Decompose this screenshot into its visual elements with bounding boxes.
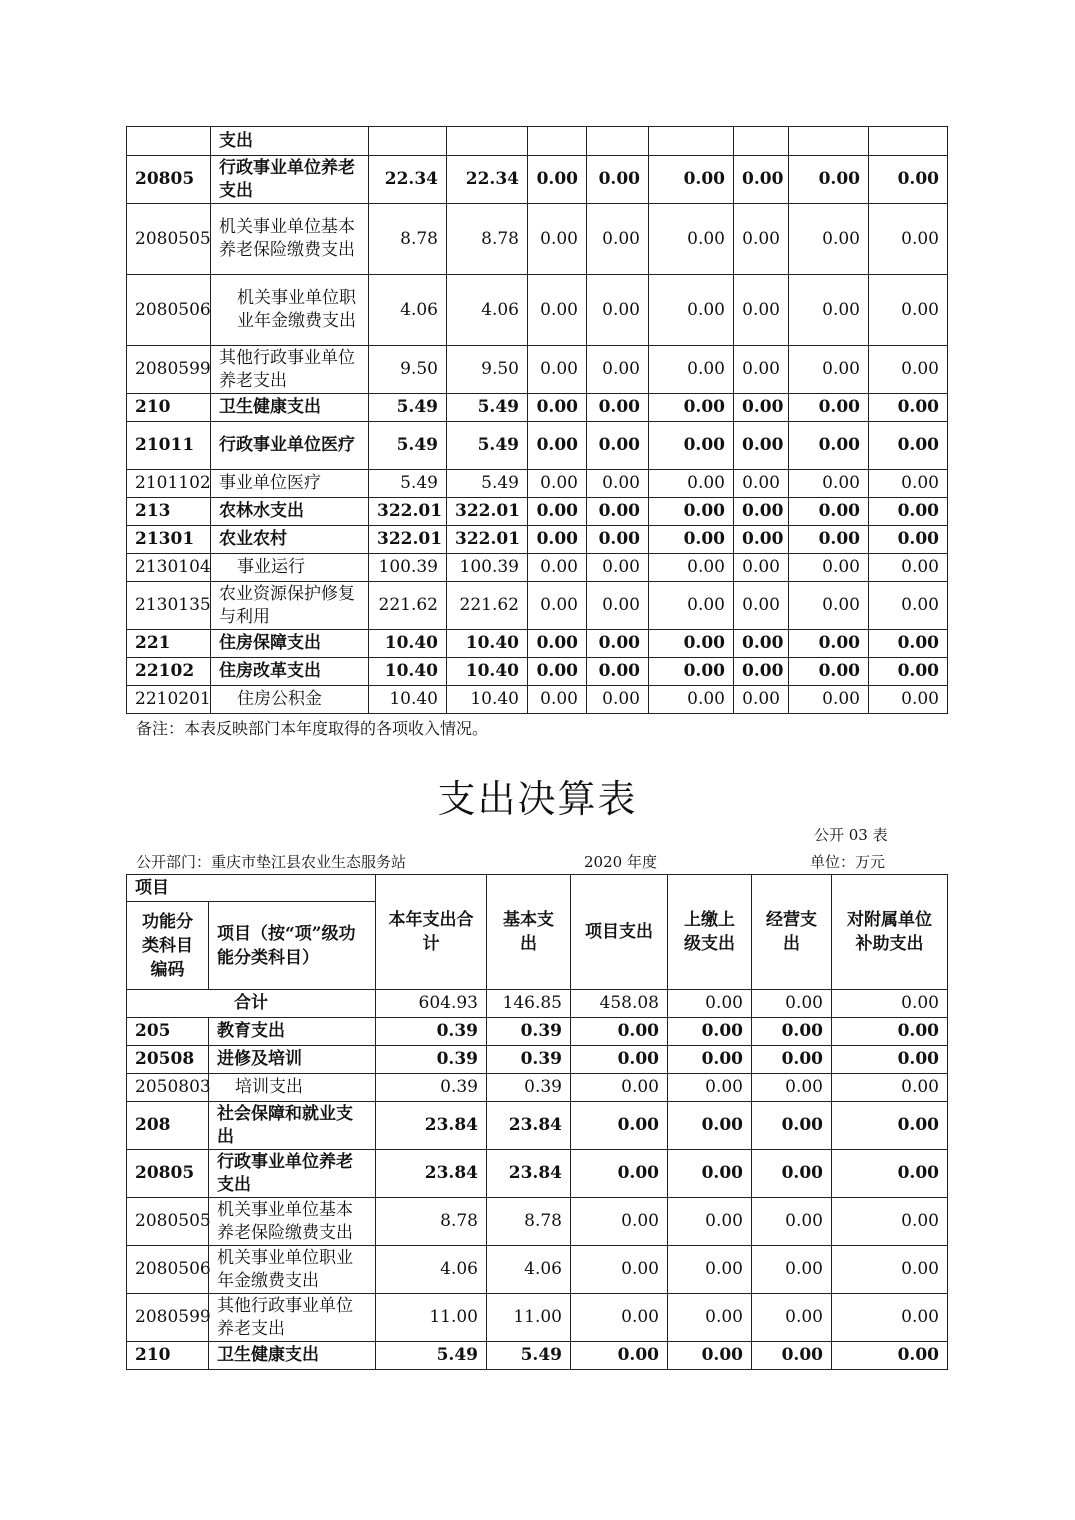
row-name-text: 机关事业单位基本养老保险缴费支出 <box>219 217 355 260</box>
value-cell: 0.00 <box>832 1074 948 1102</box>
value-cell: 0.00 <box>587 422 649 470</box>
row-name <box>211 526 369 554</box>
value-cell: 0.00 <box>571 1294 668 1342</box>
table-row <box>127 127 948 156</box>
row-code: 2080505 <box>127 204 211 275</box>
value-cell: 10.40 <box>369 686 447 714</box>
value-cell: 0.00 <box>571 1018 668 1046</box>
value-cell: 0.00 <box>869 658 948 686</box>
table-row <box>127 1246 948 1294</box>
value-cell: 0.00 <box>528 275 587 346</box>
expense-table-body <box>127 990 948 1370</box>
value-cell: 0.00 <box>752 1046 832 1074</box>
row-code: 21011 <box>127 422 211 470</box>
value-cell: 0.00 <box>752 1074 832 1102</box>
header-item: 项目 <box>127 875 376 902</box>
value-cell: 0.00 <box>587 275 649 346</box>
row-name-text: 住房改革支出 <box>219 661 321 681</box>
header-upper: 上缴上级支出 <box>668 875 752 990</box>
table-note: 备注：本表反映部门本年度取得的各项收入情况。 <box>136 719 489 738</box>
row-name <box>209 1246 376 1294</box>
row-name-text: 机关事业单位职业年金缴费支出 <box>217 1247 353 1291</box>
row-name-text: 机关事业单位职业年金缴费支出 <box>237 288 356 331</box>
row-code: 20508 <box>127 1046 209 1074</box>
value-cell: 10.40 <box>447 686 528 714</box>
row-code: 2130104 <box>127 554 211 582</box>
value-cell: 0.00 <box>649 526 734 554</box>
value-cell: 0.00 <box>571 1342 668 1370</box>
row-name <box>211 346 369 394</box>
table-number: 公开 03 表 <box>814 826 888 844</box>
value-cell: 0.00 <box>734 346 789 394</box>
value-cell: 0.00 <box>869 394 948 422</box>
value-cell: 221.62 <box>369 582 447 630</box>
total-label: 合计 <box>127 990 376 1018</box>
table-row <box>127 1102 948 1150</box>
total-cell: 0.00 <box>832 990 948 1018</box>
value-cell: 221.62 <box>447 582 528 630</box>
value-cell: 0.00 <box>587 394 649 422</box>
value-cell: 8.78 <box>447 204 528 275</box>
value-cell: 0.00 <box>832 1046 948 1074</box>
value-cell: 0.00 <box>571 1074 668 1102</box>
value-cell: 0.00 <box>649 156 734 204</box>
unit-label: 单位：万元 <box>810 853 886 871</box>
row-name-text: 事业运行 <box>237 557 305 577</box>
header-name: 项目（按“项”级功能分类科目） <box>209 902 376 990</box>
value-cell: 0.00 <box>734 686 789 714</box>
value-cell: 4.06 <box>369 275 447 346</box>
row-name <box>211 156 369 204</box>
value-cell: 0.00 <box>789 346 869 394</box>
table-row <box>127 630 948 658</box>
value-cell: 322.01 <box>447 498 528 526</box>
row-name <box>209 1102 376 1150</box>
row-code: 2080599 <box>127 1294 209 1342</box>
table-row <box>127 658 948 686</box>
row-name-text: 行政事业单位养老支出 <box>217 1151 353 1195</box>
row-name <box>211 422 369 470</box>
value-cell: 0.00 <box>734 498 789 526</box>
value-cell: 8.78 <box>369 204 447 275</box>
value-cell: 0.00 <box>587 686 649 714</box>
value-cell: 8.78 <box>487 1198 571 1246</box>
value-cell: 11.00 <box>376 1294 487 1342</box>
value-cell: 0.00 <box>587 526 649 554</box>
value-cell: 5.49 <box>447 422 528 470</box>
value-cell: 0.00 <box>869 346 948 394</box>
value-cell: 0.00 <box>789 394 869 422</box>
value-cell: 0.39 <box>487 1018 571 1046</box>
value-cell: 0.00 <box>832 1342 948 1370</box>
value-cell: 0.00 <box>832 1102 948 1150</box>
value-cell: 0.00 <box>734 156 789 204</box>
value-cell: 322.01 <box>447 526 528 554</box>
value-cell: 0.00 <box>869 422 948 470</box>
value-cell: 0.00 <box>752 1102 832 1150</box>
row-code: 2050803 <box>127 1074 209 1102</box>
value-cell: 5.49 <box>447 470 528 498</box>
row-name-text: 农业农村 <box>219 529 287 549</box>
row-name <box>211 498 369 526</box>
value-cell: 0.00 <box>869 470 948 498</box>
row-code: 2080505 <box>127 1198 209 1246</box>
value-cell: 23.84 <box>487 1102 571 1150</box>
value-cell: 0.00 <box>528 658 587 686</box>
value-cell: 0.00 <box>869 582 948 630</box>
value-cell: 4.06 <box>487 1246 571 1294</box>
value-cell: 9.50 <box>447 346 528 394</box>
value-cell: 9.50 <box>369 346 447 394</box>
value-cell <box>789 127 869 156</box>
value-cell: 23.84 <box>376 1150 487 1198</box>
value-cell: 0.00 <box>734 630 789 658</box>
value-cell: 0.00 <box>587 582 649 630</box>
value-cell: 322.01 <box>369 498 447 526</box>
row-code: 2080506 <box>127 1246 209 1294</box>
row-name <box>209 1074 376 1102</box>
row-name <box>209 1046 376 1074</box>
value-cell: 5.49 <box>369 422 447 470</box>
header-code: 功能分类科目编码 <box>127 902 209 990</box>
row-code: 2080599 <box>127 346 211 394</box>
total-cell: 604.93 <box>376 990 487 1018</box>
row-name-text: 进修及培训 <box>217 1049 302 1069</box>
table-row <box>127 204 948 275</box>
table-row <box>127 346 948 394</box>
row-name <box>209 1198 376 1246</box>
value-cell: 0.00 <box>668 1018 752 1046</box>
value-cell: 0.00 <box>587 156 649 204</box>
value-cell: 0.00 <box>734 554 789 582</box>
row-code: 221 <box>127 630 211 658</box>
value-cell: 0.00 <box>789 470 869 498</box>
value-cell: 0.00 <box>649 686 734 714</box>
value-cell: 22.34 <box>369 156 447 204</box>
value-cell: 0.00 <box>649 554 734 582</box>
value-cell: 0.00 <box>734 275 789 346</box>
value-cell: 0.00 <box>668 1102 752 1150</box>
row-code: 210 <box>127 394 211 422</box>
row-code: 213 <box>127 498 211 526</box>
table-row <box>127 156 948 204</box>
row-code: 2080506 <box>127 275 211 346</box>
value-cell: 0.00 <box>528 470 587 498</box>
value-cell: 0.39 <box>376 1046 487 1074</box>
row-code: 205 <box>127 1018 209 1046</box>
value-cell: 0.00 <box>649 582 734 630</box>
row-code: 2210201 <box>127 686 211 714</box>
value-cell: 0.00 <box>528 394 587 422</box>
value-cell <box>587 127 649 156</box>
value-cell: 22.34 <box>447 156 528 204</box>
value-cell: 0.00 <box>649 658 734 686</box>
total-cell: 458.08 <box>571 990 668 1018</box>
row-name <box>209 1294 376 1342</box>
table-row <box>127 1342 948 1370</box>
value-cell: 0.00 <box>528 582 587 630</box>
value-cell: 0.00 <box>789 422 869 470</box>
table-row <box>127 1294 948 1342</box>
value-cell: 0.00 <box>668 1342 752 1370</box>
value-cell: 0.00 <box>869 630 948 658</box>
value-cell: 0.00 <box>668 1046 752 1074</box>
row-code: 20805 <box>127 156 211 204</box>
value-cell: 0.00 <box>734 658 789 686</box>
header-business: 经营支出 <box>752 875 832 990</box>
value-cell: 0.00 <box>528 346 587 394</box>
row-name-text: 农林水支出 <box>219 501 304 521</box>
row-name <box>211 686 369 714</box>
table-row <box>127 554 948 582</box>
value-cell: 5.49 <box>369 470 447 498</box>
value-cell: 5.49 <box>447 394 528 422</box>
value-cell: 100.39 <box>447 554 528 582</box>
value-cell: 0.00 <box>869 204 948 275</box>
value-cell: 0.00 <box>649 346 734 394</box>
value-cell: 0.00 <box>752 1294 832 1342</box>
row-name-text: 住房公积金 <box>237 689 322 709</box>
value-cell: 5.49 <box>487 1342 571 1370</box>
total-row <box>127 990 948 1018</box>
page-title: 支出决算表 <box>437 777 638 821</box>
value-cell: 0.00 <box>649 498 734 526</box>
value-cell: 11.00 <box>487 1294 571 1342</box>
value-cell: 0.00 <box>528 204 587 275</box>
value-cell: 0.00 <box>789 498 869 526</box>
row-name-text: 其他行政事业单位养老支出 <box>217 1295 353 1339</box>
value-cell: 0.00 <box>734 394 789 422</box>
value-cell <box>447 127 528 156</box>
value-cell: 0.00 <box>649 630 734 658</box>
header-project: 项目支出 <box>571 875 668 990</box>
value-cell: 8.78 <box>376 1198 487 1246</box>
row-name <box>211 394 369 422</box>
value-cell: 23.84 <box>487 1150 571 1198</box>
table-row <box>127 1046 948 1074</box>
row-name <box>209 1018 376 1046</box>
value-cell: 0.00 <box>789 526 869 554</box>
value-cell: 0.00 <box>668 1074 752 1102</box>
value-cell: 0.00 <box>734 422 789 470</box>
value-cell: 0.00 <box>528 630 587 658</box>
value-cell: 0.00 <box>789 658 869 686</box>
total-cell: 0.00 <box>668 990 752 1018</box>
value-cell: 0.00 <box>571 1046 668 1074</box>
value-cell: 0.00 <box>832 1018 948 1046</box>
value-cell: 0.00 <box>587 346 649 394</box>
value-cell: 0.00 <box>587 498 649 526</box>
value-cell: 0.00 <box>668 1246 752 1294</box>
value-cell: 0.00 <box>649 275 734 346</box>
row-name-text: 卫生健康支出 <box>219 397 321 417</box>
value-cell: 0.00 <box>789 686 869 714</box>
value-cell: 0.00 <box>571 1246 668 1294</box>
value-cell: 0.00 <box>587 630 649 658</box>
value-cell: 0.39 <box>487 1046 571 1074</box>
header-subsidiary: 对附属单位补助支出 <box>832 875 948 990</box>
fiscal-year: 2020 年度 <box>584 853 657 871</box>
value-cell <box>369 127 447 156</box>
value-cell: 0.00 <box>649 394 734 422</box>
value-cell: 0.00 <box>869 554 948 582</box>
row-name-text: 社会保障和就业支出 <box>217 1103 353 1147</box>
table-row <box>127 582 948 630</box>
row-name <box>211 204 369 275</box>
table-row <box>127 1074 948 1102</box>
value-cell: 0.00 <box>869 526 948 554</box>
row-name-text: 住房保障支出 <box>219 633 321 653</box>
table-row <box>127 526 948 554</box>
value-cell: 10.40 <box>447 630 528 658</box>
income-table-continued <box>126 126 948 714</box>
value-cell: 0.00 <box>649 204 734 275</box>
department-label: 公开部门：重庆市垫江县农业生态服务站 <box>136 853 407 871</box>
value-cell: 0.00 <box>832 1150 948 1198</box>
value-cell: 0.00 <box>528 498 587 526</box>
value-cell: 0.00 <box>752 1246 832 1294</box>
value-cell: 0.00 <box>789 554 869 582</box>
row-name-text: 行政事业单位医疗 <box>219 435 355 455</box>
row-name-text: 其他行政事业单位养老支出 <box>219 347 355 391</box>
row-name-text: 支出 <box>219 130 253 151</box>
value-cell: 10.40 <box>369 630 447 658</box>
value-cell: 0.00 <box>571 1102 668 1150</box>
value-cell: 0.00 <box>869 156 948 204</box>
row-code: 21301 <box>127 526 211 554</box>
value-cell: 0.00 <box>832 1198 948 1246</box>
table-row <box>127 275 948 346</box>
value-cell: 0.00 <box>668 1150 752 1198</box>
value-cell: 23.84 <box>376 1102 487 1150</box>
table-row <box>127 394 948 422</box>
value-cell: 0.00 <box>571 1150 668 1198</box>
value-cell: 0.00 <box>668 1198 752 1246</box>
total-cell: 0.00 <box>752 990 832 1018</box>
value-cell: 0.00 <box>528 554 587 582</box>
value-cell: 0.00 <box>587 554 649 582</box>
value-cell: 0.00 <box>528 156 587 204</box>
expense-table <box>126 874 948 1370</box>
value-cell: 10.40 <box>447 658 528 686</box>
value-cell <box>528 127 587 156</box>
value-cell: 0.00 <box>528 526 587 554</box>
value-cell: 0.00 <box>752 1342 832 1370</box>
table-row <box>127 1150 948 1198</box>
value-cell: 0.00 <box>789 582 869 630</box>
value-cell: 0.00 <box>869 275 948 346</box>
value-cell: 0.00 <box>734 582 789 630</box>
value-cell: 0.00 <box>789 204 869 275</box>
value-cell: 0.00 <box>528 686 587 714</box>
row-name <box>211 470 369 498</box>
table-row <box>127 1018 948 1046</box>
row-code: 208 <box>127 1102 209 1150</box>
value-cell: 0.00 <box>734 526 789 554</box>
value-cell: 0.00 <box>832 1246 948 1294</box>
total-cell: 146.85 <box>487 990 571 1018</box>
row-name-text: 培训支出 <box>235 1077 303 1097</box>
row-name <box>211 275 369 346</box>
header-total: 本年支出合计 <box>376 875 487 990</box>
value-cell: 4.06 <box>376 1246 487 1294</box>
value-cell <box>869 127 948 156</box>
row-code: 210 <box>127 1342 209 1370</box>
value-cell: 0.00 <box>752 1150 832 1198</box>
row-name-text: 行政事业单位养老支出 <box>219 157 355 201</box>
value-cell: 0.00 <box>789 630 869 658</box>
value-cell: 0.00 <box>528 422 587 470</box>
value-cell: 5.49 <box>376 1342 487 1370</box>
row-code: 2101102 <box>127 470 211 498</box>
row-code: 2130135 <box>127 582 211 630</box>
row-name-text: 卫生健康支出 <box>217 1345 319 1365</box>
value-cell: 0.00 <box>789 275 869 346</box>
value-cell: 0.00 <box>571 1198 668 1246</box>
value-cell: 0.00 <box>649 470 734 498</box>
row-name-text: 教育支出 <box>217 1021 285 1041</box>
value-cell: 0.00 <box>752 1018 832 1046</box>
value-cell: 0.00 <box>587 470 649 498</box>
header-basic: 基本支出 <box>487 875 571 990</box>
table-row <box>127 470 948 498</box>
table-row <box>127 422 948 470</box>
value-cell: 0.00 <box>649 422 734 470</box>
value-cell <box>734 127 789 156</box>
value-cell: 100.39 <box>369 554 447 582</box>
row-name-text: 机关事业单位基本养老保险缴费支出 <box>217 1199 353 1243</box>
value-cell: 0.00 <box>752 1198 832 1246</box>
row-name-text: 农业资源保护修复与利用 <box>219 583 355 627</box>
table-row <box>127 1198 948 1246</box>
row-code: 22102 <box>127 658 211 686</box>
row-code: 20805 <box>127 1150 209 1198</box>
value-cell: 5.49 <box>369 394 447 422</box>
row-name <box>211 554 369 582</box>
value-cell: 0.00 <box>734 204 789 275</box>
value-cell: 10.40 <box>369 658 447 686</box>
row-name <box>211 658 369 686</box>
row-name-text: 事业单位医疗 <box>219 473 321 493</box>
table-row <box>127 686 948 714</box>
value-cell: 0.39 <box>376 1018 487 1046</box>
income-table-body <box>127 127 948 714</box>
value-cell: 0.39 <box>376 1074 487 1102</box>
value-cell: 0.00 <box>832 1294 948 1342</box>
row-code <box>127 127 211 156</box>
row-name <box>211 582 369 630</box>
value-cell: 0.00 <box>734 470 789 498</box>
value-cell <box>649 127 734 156</box>
row-name <box>209 1150 376 1198</box>
value-cell: 0.00 <box>789 156 869 204</box>
table-row <box>127 498 948 526</box>
row-name <box>211 127 369 156</box>
value-cell: 0.39 <box>487 1074 571 1102</box>
value-cell: 0.00 <box>587 204 649 275</box>
value-cell: 0.00 <box>587 658 649 686</box>
value-cell: 4.06 <box>447 275 528 346</box>
row-name <box>211 630 369 658</box>
value-cell: 0.00 <box>869 686 948 714</box>
value-cell: 322.01 <box>369 526 447 554</box>
value-cell: 0.00 <box>668 1294 752 1342</box>
row-name <box>209 1342 376 1370</box>
value-cell: 0.00 <box>869 498 948 526</box>
